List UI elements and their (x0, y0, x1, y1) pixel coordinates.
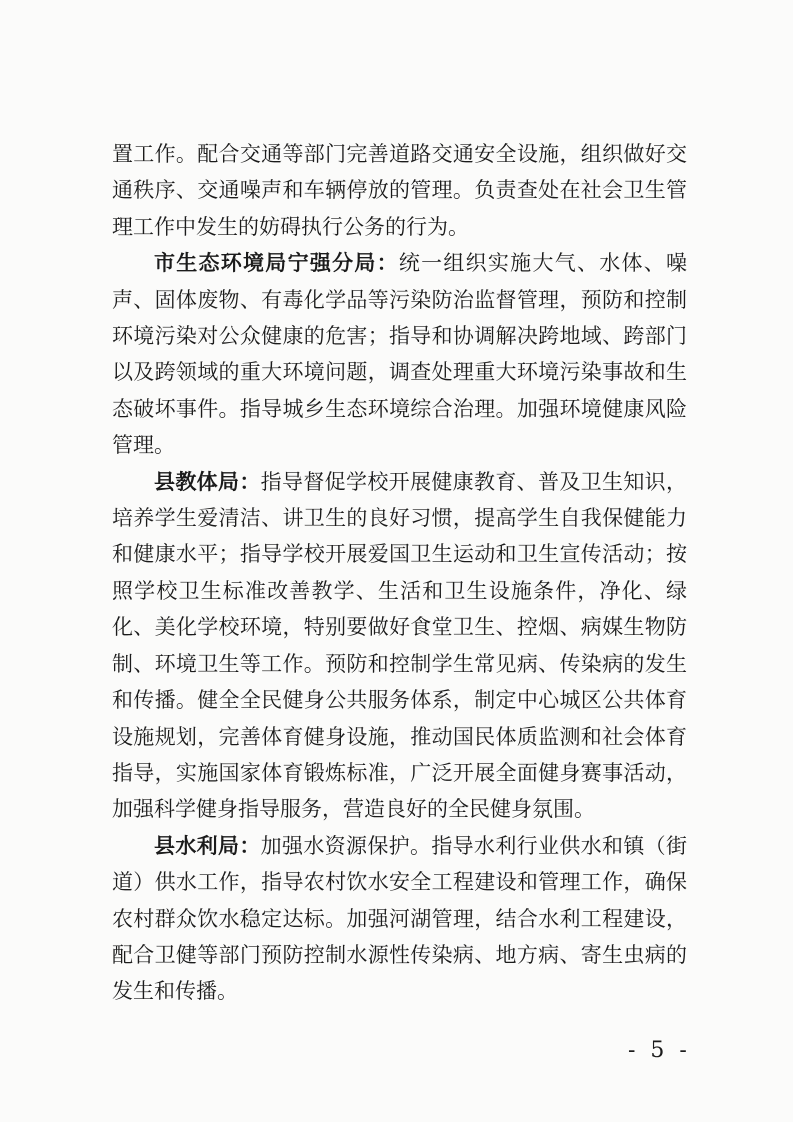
document-body (112, 136, 687, 1010)
paragraph-ecology-bureau (112, 245, 687, 463)
page-number: - 5 - (628, 1038, 691, 1063)
department-name: 县水利局： (154, 833, 261, 858)
department-name: 县教体局： (154, 469, 261, 494)
department-name: 市生态环境局宁强分局： (154, 251, 399, 276)
paragraph-continuation (112, 136, 687, 245)
paragraph-text: 加强水资源保护。指导水利行业供水和镇（街道）供水工作，指导农村饮水安全工程建设和管理工作，确保农村群众饮水稳定达标。加强河湖管理，结合水利工程建设，配合卫健等部门预防控制水源性传染病、地方病、寄生虫病的发生和传播。 (112, 833, 688, 1004)
paragraph-education-sports-bureau (112, 464, 687, 828)
paragraph-text: 统一组织实施大气、水体、噪声、固体废物、有毒化学品等污染防治监督管理，预防和控制环境污染对公众健康的危害；指导和协调解决跨地域、跨部门以及跨领域的重大环境问题，调查处理重大环境污染事故和生态破坏事件。指导城乡生态环境综合治理。加强环境健康风险管理。 (112, 251, 688, 458)
paragraph-water-bureau (112, 828, 687, 1010)
paragraph-text: 指导督促学校开展健康教育、普及卫生知识，培养学生爱清洁、讲卫生的良好习惯，提高学生自我保健能力和健康水平；指导学校开展爱国卫生运动和卫生宣传活动；按照学校卫生标准改善教学、生活和卫生设施条件，净化、绿化、美化学校环境，特别要做好食堂卫生、控烟、病媒生物防制、环境卫生等工作。预防和控制学生常见病、传染病的发生和传播。健全全民健身公共服务体系，制定中心城区公共体育设施规划，完善体育健身设施，推动国民体质监测和社会体育指导，实施国家体育锻炼标准，广泛开展全面健身赛事活动，加强科学健身指导服务，营造良好的全民健身氛围。 (112, 469, 688, 822)
paragraph-text: 置工作。配合交通等部门完善道路交通安全设施，组织做好交通秩序、交通噪声和车辆停放的管理。负责查处在社会卫生管理工作中发生的妨碍执行公务的行为。 (112, 142, 687, 239)
